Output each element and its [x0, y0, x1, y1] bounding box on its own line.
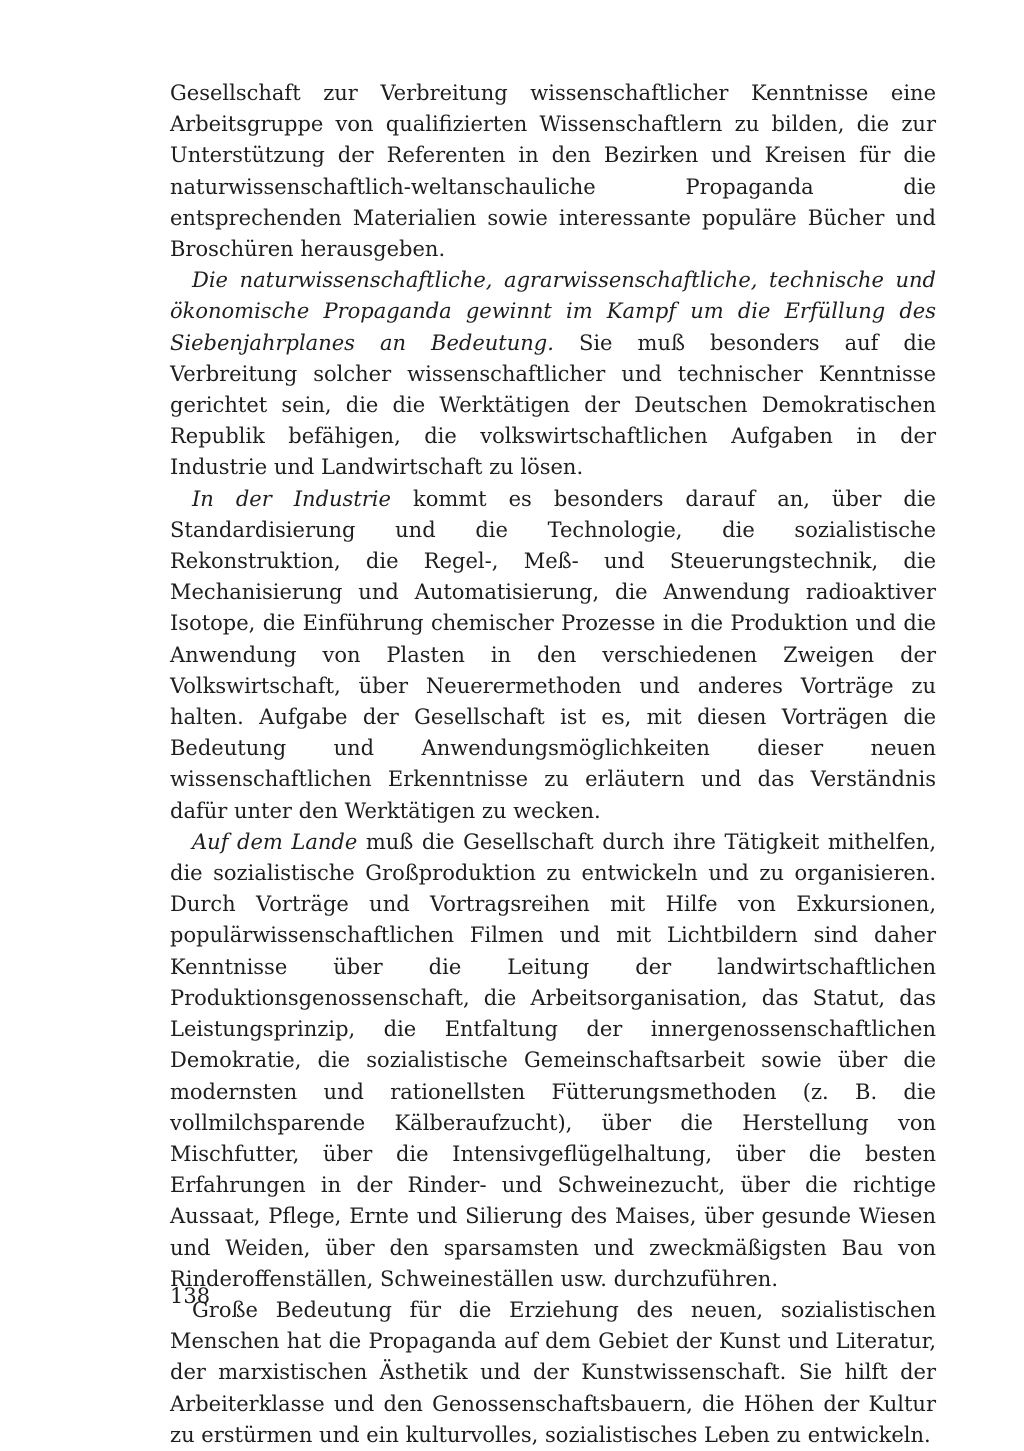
paragraph-1 — [170, 78, 936, 265]
paragraph-2 — [170, 265, 936, 483]
page-number: 138 — [170, 1284, 211, 1308]
paragraph-4-emphasis: Auf dem Lande — [192, 829, 358, 854]
paragraph-3 — [170, 484, 936, 827]
page-text-block — [170, 78, 936, 1451]
paragraph-4-text: muß die Gesellschaft durch ihre Tätigkeit mithelfen, die sozialistische Großproduktion zu entwickeln und zu organisieren. Durch Vorträge und Vortragsreihen mit Hilfe von Exkursionen, populärwissenschaftlichen Filmen und mit Lichtbildern sind daher Kenntnisse über die Leitung der landwirtschaftlichen Produktionsgenossenschaft, die Arbeitsorganisation, das Statut, das Leistungsprinzip, die Entfaltung der innergenossenschaftlichen Demokratie, die sozialistische Gemeinschaftsarbeit sowie über die modernsten und rationellsten Fütterungsmethoden (z. B. die vollmilchsparende Kälberaufzucht), über die Herstellung von Mischfutter, über die Intensivgeflügelhaltung, über die besten Erfahrungen in der Rinder- und Schweinezucht, über die richtige Aussaat, Pflege, Ernte und Silierung des Maises, über gesunde Wiesen und Weiden, über den sparsamsten und zweckmäßigsten Bau von Rinderoffenställen, Schweineställen usw. durchzuführen. — [170, 829, 936, 1291]
paragraph-2-text: Sie muß besonders auf die Verbreitung solcher wissenschaftlicher und technischer Kenntnisse gerichtet sein, die die Werktätigen der Deutschen Demokratischen Republik befähigen, die volkswirtschaftlichen Aufgaben in der Industrie und Landwirtschaft zu lösen. — [170, 330, 937, 480]
paragraph-4 — [170, 827, 936, 1295]
paragraph-3-emphasis: In der Industrie — [192, 486, 391, 511]
paragraph-3-text: kommt es besonders darauf an, über die Standardisierung und die Technologie, die sozialistische Rekonstruktion, die Regel-, Meß- und Steuerungstechnik, die Mechanisierung und Automatisierung, die Anwendung radioaktiver Isotope, die Einführung chemischer Prozesse in die Produktion und die Anwendung von Plasten in den verschiedenen Zweigen der Volkswirtschaft, über Neuerermethoden und anderes Vorträge zu halten. Aufgabe der Gesellschaft ist es, mit diesen Vorträgen die Bedeutung und Anwendungsmöglichkeiten dieser neuen wissenschaftlichen Erkenntnisse zu erläutern und das Verständnis dafür unter den Werktätigen zu wecken. — [170, 486, 936, 823]
paragraph-2-emphasis: Die naturwissenschaftliche, agrarwissenschaftliche, technische und ökonomische Propaganda gewinnt im Kampf um die Erfüllung des Siebenjahrplanes an Bedeutung. — [170, 268, 936, 355]
paragraph-1-text: Gesellschaft zur Verbreitung wissenschaftlicher Kenntnisse eine Arbeitsgruppe von qualifizierten Wissenschaftlern zu bilden, die zur Unterstützung der Referenten in den Bezirken und Kreisen für die naturwissenschaftlich-weltanschauliche Propaganda die entsprechenden Materialien sowie interessante populäre Bücher und Broschüren herausgeben. — [170, 81, 936, 262]
paragraph-5 — [170, 1295, 936, 1451]
paragraph-5-text: Große Bedeutung für die Erziehung des neuen, sozialistischen Menschen hat die Propaganda auf dem Gebiet der Kunst und Literatur, der marxistischen Ästhetik und der Kunstwissenschaft. Sie hilft der Arbeiterklasse und den Genossenschaftsbauern, die Höhen der Kultur zu erstürmen und ein kulturvolles, sozialistisches Leben zu entwickeln. — [170, 1297, 936, 1447]
